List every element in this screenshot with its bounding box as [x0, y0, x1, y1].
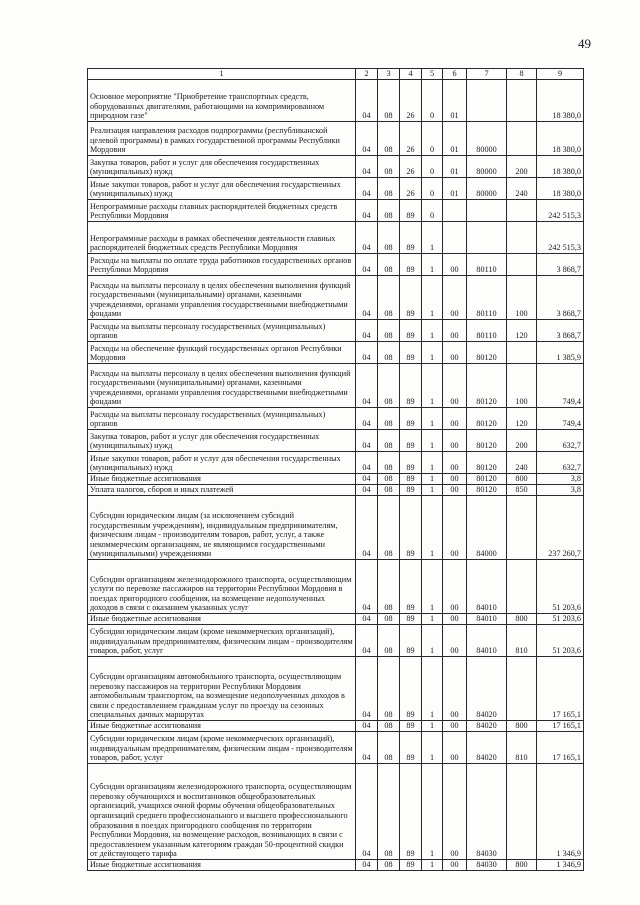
row-code-cell: 89 [400, 200, 422, 222]
row-name-cell: Субсидии юридическим лицам (кроме некоммерческих организаций), индивидуальным предпринимателям, физическим лицам - производителям товаров, работ, услуг [88, 625, 356, 657]
row-code-cell: 00 [443, 560, 467, 614]
row-code-cell: 00 [443, 496, 467, 560]
row-code-cell: 04 [356, 222, 378, 254]
header-cell: 7 [467, 69, 507, 80]
row-amount-cell: 51 203,6 [537, 560, 584, 614]
row-code-cell: 01 [443, 178, 467, 200]
row-code-cell: 04 [356, 496, 378, 560]
row-code-cell: 89 [400, 276, 422, 320]
table-row [88, 122, 584, 156]
header-cell: 3 [378, 69, 400, 80]
row-code-cell: 1 [422, 430, 443, 452]
row-code-cell: 89 [400, 342, 422, 364]
row-code-cell: 89 [400, 614, 422, 625]
table-row [88, 320, 584, 342]
row-code-cell: 1 [422, 625, 443, 657]
row-code-cell: 00 [443, 452, 467, 474]
row-code-cell: 89 [400, 657, 422, 721]
row-amount-cell: 749,4 [537, 364, 584, 408]
table-row [88, 496, 584, 560]
row-code-cell: 08 [378, 320, 400, 342]
row-code-cell: 80120 [467, 452, 507, 474]
row-code-cell: 00 [443, 408, 467, 430]
row-name-cell: Иные закупки товаров, работ и услуг для обеспечения государственных (муниципальных) нужд [88, 178, 356, 200]
row-code-cell [507, 222, 537, 254]
row-name-cell: Субсидии организациям железнодорожного транспорта, осуществляющим услуги по перевозке пассажиров на территории Республики Мордовия в поездах пригородного сообщения, на возмещение недополученных доходов в связи с оказанием указанных услуг [88, 560, 356, 614]
row-code-cell: 1 [422, 342, 443, 364]
row-code-cell: 08 [378, 614, 400, 625]
row-code-cell: 00 [443, 320, 467, 342]
row-name-cell: Субсидии организациям автомобильного транспорта, осуществляющим перевозку пассажиров на территории Республики Мордовия автомобильным транспортом, на возмещение недополученных доходов в связи с предоставлением гражданам услуг по проезду на сезонных специальных дачных маршрутах [88, 657, 356, 721]
row-code-cell: 26 [400, 80, 422, 122]
row-name-cell: Реализация направления расходов подпрограммы (республиканской целевой программы) в рамках государственной программы Республики Мордовия [88, 122, 356, 156]
row-code-cell: 89 [400, 320, 422, 342]
row-code-cell: 04 [356, 625, 378, 657]
row-amount-cell: 18 380,0 [537, 156, 584, 178]
row-code-cell: 04 [356, 276, 378, 320]
table-row [88, 764, 584, 860]
row-code-cell: 08 [378, 80, 400, 122]
row-code-cell: 08 [378, 222, 400, 254]
row-code-cell [467, 80, 507, 122]
row-code-cell: 04 [356, 80, 378, 122]
row-code-cell [507, 342, 537, 364]
row-code-cell: 04 [356, 320, 378, 342]
row-name-cell: Иные бюджетные ассигнования [88, 721, 356, 732]
row-amount-cell: 17 165,1 [537, 657, 584, 721]
row-amount-cell: 18 380,0 [537, 80, 584, 122]
header-cell: 2 [356, 69, 378, 80]
row-code-cell: 26 [400, 156, 422, 178]
row-code-cell: 08 [378, 732, 400, 764]
row-code-cell: 00 [443, 474, 467, 485]
table-row [88, 200, 584, 222]
row-name-cell: Уплата налогов, сборов и иных платежей [88, 485, 356, 496]
table-row [88, 860, 584, 871]
row-code-cell: 04 [356, 178, 378, 200]
table-row [88, 560, 584, 614]
row-code-cell [507, 122, 537, 156]
row-code-cell: 1 [422, 860, 443, 871]
row-code-cell: 200 [507, 430, 537, 452]
row-code-cell [507, 657, 537, 721]
row-code-cell: 800 [507, 614, 537, 625]
row-code-cell: 01 [443, 156, 467, 178]
row-code-cell: 04 [356, 200, 378, 222]
row-code-cell: 1 [422, 657, 443, 721]
row-code-cell: 84020 [467, 732, 507, 764]
row-name-cell: Непрограммные расходы главных распорядителей бюджетных средств Республики Мордовия [88, 200, 356, 222]
row-code-cell: 200 [507, 156, 537, 178]
row-code-cell: 80120 [467, 408, 507, 430]
row-code-cell: 04 [356, 254, 378, 276]
row-code-cell: 04 [356, 560, 378, 614]
row-code-cell: 08 [378, 364, 400, 408]
row-name-cell: Субсидии юридическим лицам (кроме некоммерческих организаций), индивидуальным предпринимателям, физическим лицам - производителям товаров, работ, услуг [88, 732, 356, 764]
row-amount-cell: 3 868,7 [537, 320, 584, 342]
row-code-cell: 84020 [467, 721, 507, 732]
header-cell: 1 [88, 69, 356, 80]
row-code-cell: 810 [507, 625, 537, 657]
row-code-cell [507, 254, 537, 276]
row-code-cell: 89 [400, 222, 422, 254]
header-cell: 8 [507, 69, 537, 80]
row-code-cell: 1 [422, 496, 443, 560]
row-code-cell: 89 [400, 254, 422, 276]
row-code-cell: 0 [422, 156, 443, 178]
row-name-cell: Закупка товаров, работ и услуг для обеспечения государственных (муниципальных) нужд [88, 430, 356, 452]
row-name-cell: Основное мероприятие "Приобретение транспортных средств, оборудованных двигателями, работающими на компримированном природном газе" [88, 80, 356, 122]
table-row [88, 430, 584, 452]
row-code-cell: 89 [400, 721, 422, 732]
row-name-cell: Расходы на выплаты персоналу в целях обеспечения выполнения функций государственными (муниципальными) органами, казенными учреждениями, органами управления государственными внебюджетными фондами [88, 364, 356, 408]
row-code-cell: 80000 [467, 178, 507, 200]
row-code-cell: 08 [378, 408, 400, 430]
row-name-cell: Расходы на выплаты персоналу государственных (муниципальных) органов [88, 320, 356, 342]
row-code-cell [507, 560, 537, 614]
row-code-cell: 04 [356, 474, 378, 485]
row-code-cell: 120 [507, 408, 537, 430]
row-code-cell: 00 [443, 342, 467, 364]
row-code-cell: 800 [507, 721, 537, 732]
row-amount-cell: 1 346,9 [537, 860, 584, 871]
row-code-cell: 00 [443, 430, 467, 452]
row-amount-cell: 632,7 [537, 452, 584, 474]
header-cell: 6 [443, 69, 467, 80]
row-code-cell: 08 [378, 200, 400, 222]
row-code-cell: 80110 [467, 320, 507, 342]
row-code-cell: 00 [443, 860, 467, 871]
row-code-cell: 89 [400, 364, 422, 408]
header-cell: 4 [400, 69, 422, 80]
row-code-cell: 01 [443, 80, 467, 122]
row-code-cell: 00 [443, 364, 467, 408]
row-code-cell: 1 [422, 364, 443, 408]
row-amount-cell: 18 380,0 [537, 178, 584, 200]
row-code-cell: 00 [443, 254, 467, 276]
row-code-cell: 1 [422, 732, 443, 764]
row-code-cell: 84000 [467, 496, 507, 560]
row-code-cell: 08 [378, 254, 400, 276]
row-code-cell: 08 [378, 764, 400, 860]
row-code-cell: 84020 [467, 657, 507, 721]
row-amount-cell: 3,8 [537, 474, 584, 485]
row-code-cell [443, 222, 467, 254]
row-code-cell: 89 [400, 732, 422, 764]
row-code-cell: 80120 [467, 485, 507, 496]
row-code-cell: 1 [422, 485, 443, 496]
row-amount-cell: 18 380,0 [537, 122, 584, 156]
row-amount-cell: 1 346,9 [537, 764, 584, 860]
row-code-cell: 84010 [467, 560, 507, 614]
row-code-cell: 08 [378, 860, 400, 871]
header-row [88, 69, 584, 80]
row-code-cell: 1 [422, 222, 443, 254]
row-code-cell: 100 [507, 276, 537, 320]
row-code-cell: 800 [507, 860, 537, 871]
row-code-cell: 80000 [467, 122, 507, 156]
row-name-cell: Субсидии юридическим лицам (за исключением субсидий государственным учреждениям), индивидуальным предпринимателям, физическим лицам - производителям товаров, работ, услуг, а также некоммерческим организациям, не являющимся государственными (муниципальными) учреждениями [88, 496, 356, 560]
row-code-cell: 08 [378, 496, 400, 560]
row-code-cell: 08 [378, 474, 400, 485]
row-code-cell [507, 200, 537, 222]
row-code-cell: 240 [507, 178, 537, 200]
header-cell: 5 [422, 69, 443, 80]
table-row [88, 657, 584, 721]
row-code-cell: 89 [400, 860, 422, 871]
row-code-cell: 0 [422, 80, 443, 122]
row-code-cell: 100 [507, 364, 537, 408]
budget-table [87, 68, 584, 871]
row-name-cell: Расходы на обеспечение функций государственных органов Республики Мордовия [88, 342, 356, 364]
table-row [88, 452, 584, 474]
row-code-cell: 1 [422, 408, 443, 430]
row-code-cell: 04 [356, 860, 378, 871]
row-name-cell: Расходы на выплаты персоналу в целях обеспечения выполнения функций государственными (муниципальными) органами, казенными учреждениями, органами управления государственными внебюджетными фондами [88, 276, 356, 320]
row-code-cell: 04 [356, 657, 378, 721]
row-amount-cell: 3 868,7 [537, 254, 584, 276]
table-row [88, 625, 584, 657]
row-code-cell: 80120 [467, 342, 507, 364]
row-amount-cell: 17 165,1 [537, 721, 584, 732]
row-amount-cell: 237 260,7 [537, 496, 584, 560]
row-code-cell: 89 [400, 408, 422, 430]
row-name-cell: Иные бюджетные ассигнования [88, 614, 356, 625]
row-code-cell: 80110 [467, 254, 507, 276]
row-code-cell: 08 [378, 485, 400, 496]
row-code-cell: 89 [400, 560, 422, 614]
row-code-cell: 89 [400, 474, 422, 485]
row-name-cell: Субсидии организациям железнодорожного транспорта, осуществляющим перевозку обучающихся и воспитанников общеобразовательных организаций, учащихся очной формы обучения общеобразовательных организаций среднего профессионального и высшего профессионального образования в поездах пригородного сообщения по территории Республики Мордовия, на возмещение расходов, возникающих в связи с предоставлением указанным категориям граждан 50-процентной скидки от действующего тарифа [88, 764, 356, 860]
row-code-cell: 08 [378, 342, 400, 364]
row-code-cell: 04 [356, 452, 378, 474]
table-row [88, 342, 584, 364]
row-name-cell: Закупка товаров, работ и услуг для обеспечения государственных (муниципальных) нужд [88, 156, 356, 178]
row-code-cell: 89 [400, 496, 422, 560]
row-name-cell: Иные бюджетные ассигнования [88, 474, 356, 485]
row-code-cell: 04 [356, 408, 378, 430]
row-code-cell: 84030 [467, 860, 507, 871]
row-code-cell: 04 [356, 122, 378, 156]
row-code-cell: 80000 [467, 156, 507, 178]
table-row [88, 254, 584, 276]
row-code-cell: 1 [422, 614, 443, 625]
row-code-cell: 26 [400, 122, 422, 156]
row-code-cell: 84010 [467, 625, 507, 657]
table-row [88, 80, 584, 122]
row-code-cell [467, 200, 507, 222]
row-code-cell: 120 [507, 320, 537, 342]
row-name-cell: Иные закупки товаров, работ и услуг для обеспечения государственных (муниципальных) нужд [88, 452, 356, 474]
row-code-cell [507, 764, 537, 860]
row-code-cell: 08 [378, 721, 400, 732]
row-code-cell: 08 [378, 276, 400, 320]
row-name-cell: Расходы на выплаты персоналу государственных (муниципальных) органов [88, 408, 356, 430]
header-cell: 9 [537, 69, 584, 80]
row-code-cell: 800 [507, 474, 537, 485]
row-code-cell: 04 [356, 614, 378, 625]
row-code-cell: 08 [378, 625, 400, 657]
row-code-cell: 84010 [467, 614, 507, 625]
row-code-cell: 08 [378, 430, 400, 452]
row-code-cell: 26 [400, 178, 422, 200]
row-code-cell: 850 [507, 485, 537, 496]
row-code-cell [443, 200, 467, 222]
row-code-cell: 1 [422, 474, 443, 485]
row-code-cell: 0 [422, 122, 443, 156]
row-amount-cell: 3,8 [537, 485, 584, 496]
row-code-cell: 80110 [467, 276, 507, 320]
row-code-cell: 01 [443, 122, 467, 156]
table-row [88, 178, 584, 200]
row-code-cell: 00 [443, 614, 467, 625]
row-code-cell: 80120 [467, 364, 507, 408]
row-code-cell: 04 [356, 156, 378, 178]
table-row [88, 408, 584, 430]
row-amount-cell: 242 515,3 [537, 222, 584, 254]
row-code-cell: 1 [422, 276, 443, 320]
page-number: 49 [578, 36, 591, 51]
row-code-cell: 00 [443, 657, 467, 721]
row-code-cell: 1 [422, 254, 443, 276]
row-amount-cell: 632,7 [537, 430, 584, 452]
row-code-cell: 80120 [467, 430, 507, 452]
row-code-cell [507, 80, 537, 122]
row-code-cell: 08 [378, 156, 400, 178]
row-code-cell [467, 222, 507, 254]
row-code-cell: 1 [422, 560, 443, 614]
row-name-cell: Расходы на выплаты по оплате труда работников государственных органов Республики Мордовия [88, 254, 356, 276]
row-code-cell: 1 [422, 452, 443, 474]
table-body [88, 80, 584, 871]
row-code-cell: 04 [356, 430, 378, 452]
row-code-cell: 04 [356, 364, 378, 408]
row-code-cell: 240 [507, 452, 537, 474]
row-code-cell: 80120 [467, 474, 507, 485]
row-code-cell [507, 496, 537, 560]
row-code-cell: 08 [378, 452, 400, 474]
row-code-cell: 00 [443, 485, 467, 496]
row-code-cell: 89 [400, 452, 422, 474]
row-code-cell: 08 [378, 560, 400, 614]
row-code-cell: 00 [443, 625, 467, 657]
row-code-cell: 00 [443, 721, 467, 732]
row-code-cell: 89 [400, 430, 422, 452]
row-code-cell: 00 [443, 276, 467, 320]
row-code-cell: 89 [400, 485, 422, 496]
row-code-cell: 0 [422, 178, 443, 200]
table-row [88, 721, 584, 732]
table-row [88, 222, 584, 254]
row-code-cell: 08 [378, 122, 400, 156]
row-code-cell: 04 [356, 721, 378, 732]
row-code-cell: 1 [422, 764, 443, 860]
row-code-cell: 89 [400, 625, 422, 657]
table-row [88, 156, 584, 178]
row-code-cell: 1 [422, 320, 443, 342]
table-row [88, 364, 584, 408]
row-code-cell: 00 [443, 764, 467, 860]
row-amount-cell: 749,4 [537, 408, 584, 430]
table-row [88, 485, 584, 496]
row-code-cell: 08 [378, 178, 400, 200]
row-code-cell: 08 [378, 657, 400, 721]
row-code-cell: 00 [443, 732, 467, 764]
row-code-cell: 04 [356, 485, 378, 496]
row-amount-cell: 3 868,7 [537, 276, 584, 320]
row-amount-cell: 17 165,1 [537, 732, 584, 764]
row-code-cell: 04 [356, 732, 378, 764]
row-code-cell: 810 [507, 732, 537, 764]
table-row [88, 474, 584, 485]
row-code-cell: 84030 [467, 764, 507, 860]
row-name-cell: Непрограммные расходы в рамках обеспечения деятельности главных распорядителей бюджетных средств Республики Мордовия [88, 222, 356, 254]
row-amount-cell: 51 203,6 [537, 625, 584, 657]
row-amount-cell: 51 203,6 [537, 614, 584, 625]
table-row [88, 732, 584, 764]
row-amount-cell: 242 515,3 [537, 200, 584, 222]
row-code-cell: 0 [422, 200, 443, 222]
row-code-cell: 1 [422, 721, 443, 732]
row-code-cell: 89 [400, 764, 422, 860]
table-row [88, 276, 584, 320]
table-row [88, 614, 584, 625]
row-name-cell: Иные бюджетные ассигнования [88, 860, 356, 871]
row-code-cell: 04 [356, 764, 378, 860]
row-amount-cell: 1 385,9 [537, 342, 584, 364]
row-code-cell: 04 [356, 342, 378, 364]
